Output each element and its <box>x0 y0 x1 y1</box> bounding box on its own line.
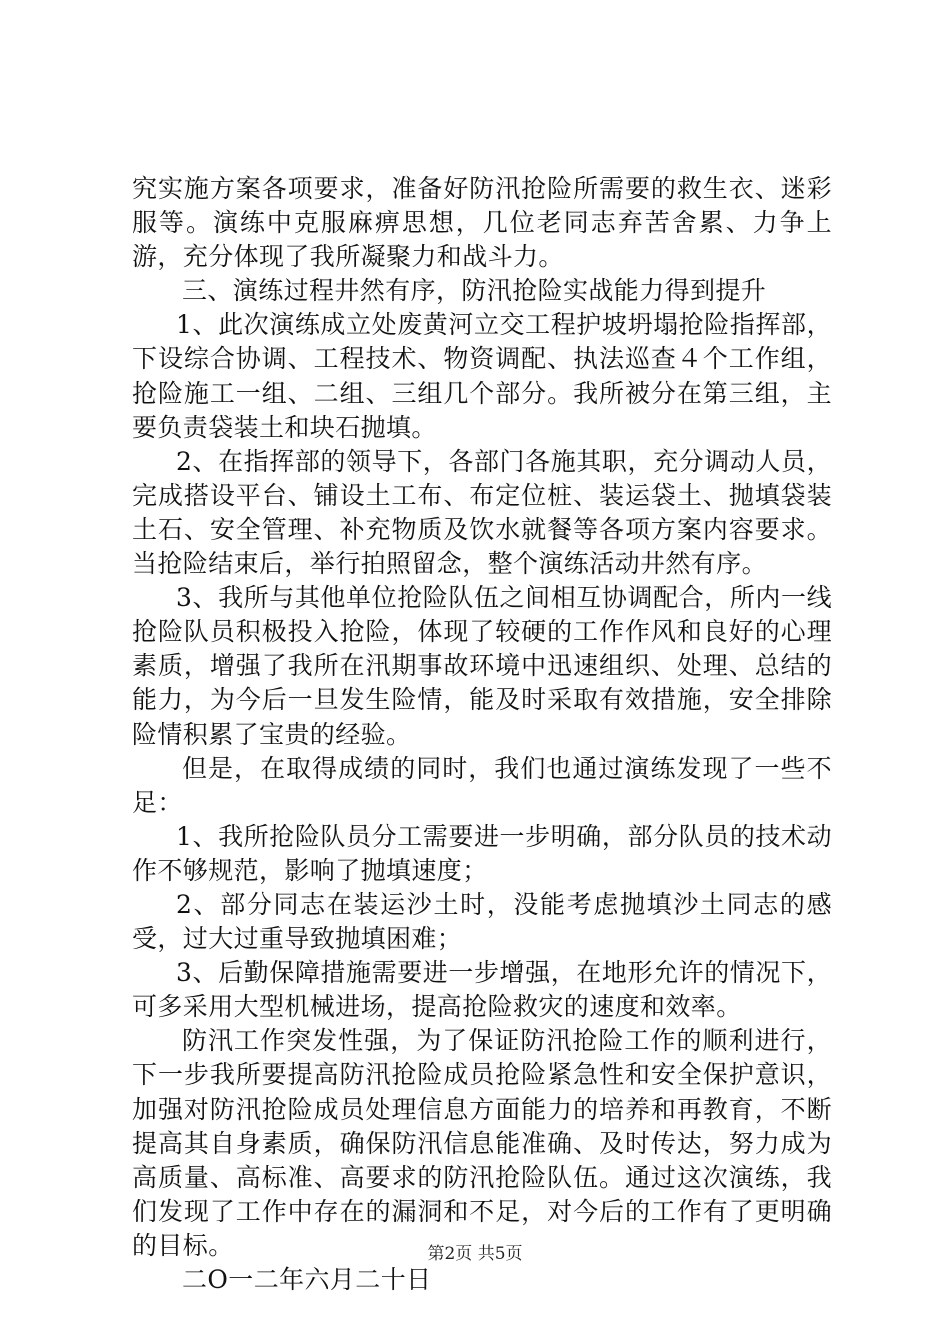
paragraph-shortcoming-1: 1、我所抢险队员分工需要进一步明确，部分队员的技术动作不够规范，影响了抛填速度； <box>132 821 832 885</box>
document-date: 二O一二年六月二十日 <box>182 1265 432 1294</box>
page-footer: 第2页 共5页 <box>427 1244 523 1264</box>
paragraph-conclusion: 防汛工作突发性强，为了保证防汛抢险工作的顺利进行，下一步我所要提高防汛抢险成员抢险紧急性和安全保护意识，加强对防汛抢险成员处理信息方面能力的培养和再教育，不断提高其自身素质，确保防汛信息能准确、及时传达，努力成为高质量、高标准、高要求的防汛抢险队伍。通过这次演练，我们发现了工作中存在的漏洞和不足，对今后的工作有了更明确的目标。 <box>132 1026 832 1260</box>
paragraph-continuation: 究实施方案各项要求，准备好防汛抢险所需要的救生衣、迷彩服等。演练中克服麻痹思想，几位老同志弃苦舍累、力争上游，充分体现了我所凝聚力和战斗力。 <box>132 174 832 272</box>
paragraph-item-1: 1、此次演练成立处废黄河立交工程护坡坍塌抢险指挥部，下设综合协调、工程技术、物资调配、执法巡查４个工作组，抢险施工一组、二组、三组几个部分。我所被分在第三组，主要负责袋装土和块石抛填。 <box>132 310 832 442</box>
paragraph-item-3: 3、我所与其他单位抢险队伍之间相互协调配合，所内一线抢险队员积极投入抢险，体现了较硬的工作作风和良好的心理素质，增强了我所在汛期事故环境中迅速组织、处理、总结的能力，为今后一旦发生险情，能及时采取有效措施，安全排除险情积累了宝贵的经验。 <box>132 583 832 749</box>
section-heading: 三、演练过程井然有序，防汛抢险实战能力得到提升 <box>182 276 767 306</box>
paragraph-shortcomings-intro: 但是，在取得成绩的同时，我们也通过演练发现了一些不足： <box>132 753 832 817</box>
paragraph-item-2: 2、在指挥部的领导下，各部门各施其职，充分调动人员，完成搭设平台、铺设土工布、布定位桩、装运袋土、抛填袋装土石、安全管理、补充物质及饮水就餐等各项方案内容要求。当抢险结束后，举行拍照留念，整个演练活动井然有序。 <box>132 446 832 579</box>
document-body <box>132 172 832 1297</box>
paragraph-shortcoming-2: 2、部分同志在装运沙土时，没能考虑抛填沙土同志的感受，过大过重导致抛填困难； <box>132 889 832 954</box>
paragraph-shortcoming-3: 3、后勤保障措施需要进一步增强，在地形允许的情况下，可多采用大型机械进场，提高抢险救灾的速度和效率。 <box>132 958 832 1022</box>
